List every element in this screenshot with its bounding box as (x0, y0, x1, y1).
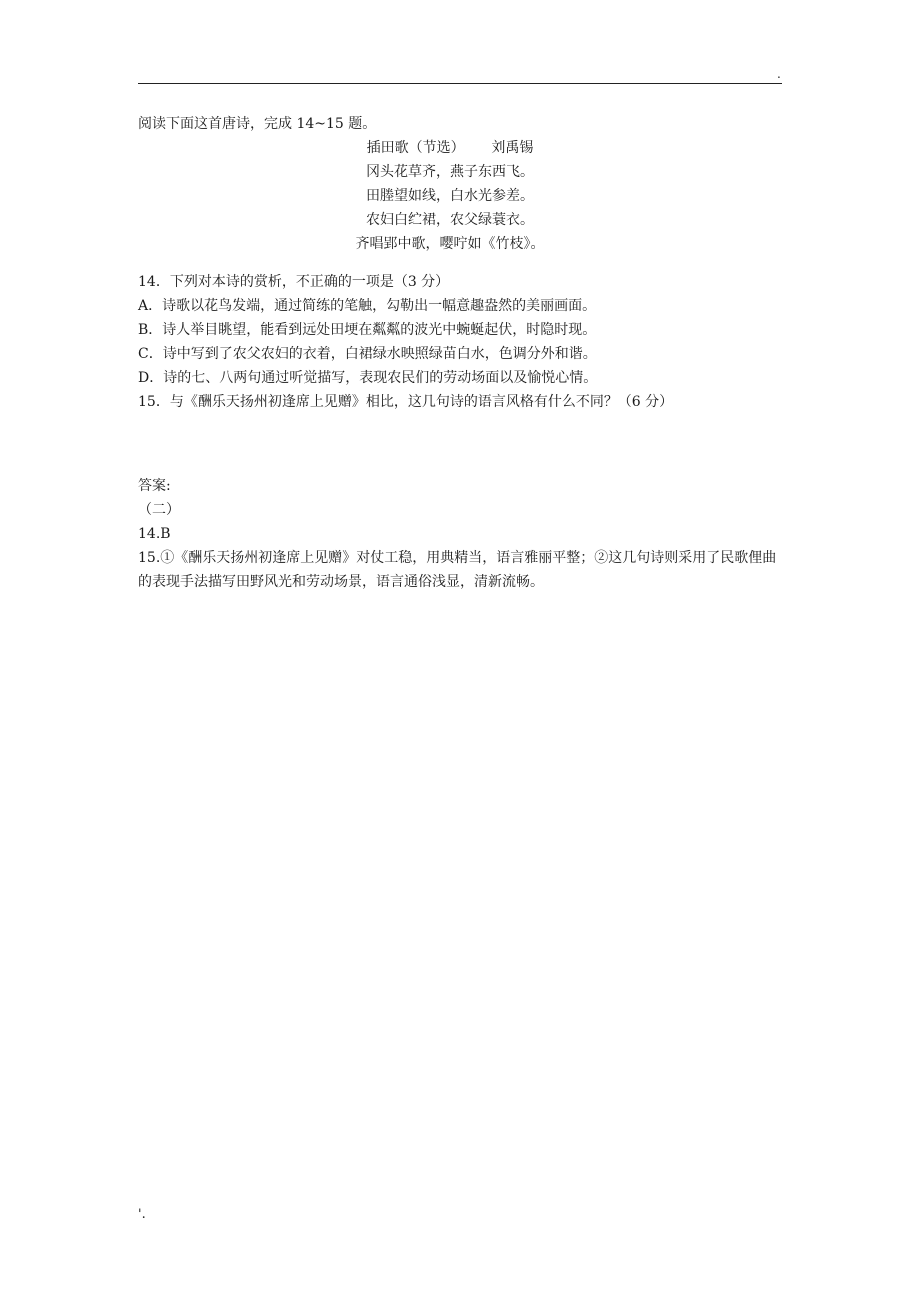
answer-15: 15.①《酬乐天扬州初逢席上见赠》对仗工稳，用典精当，语言雅丽平整；②这几句诗则采用了民歌俚曲的表现手法描写田野风光和劳动场景，语言通俗浅显，清新流畅。 (138, 550, 777, 590)
poem-line: 冈头花草齐，燕子东西飞。 (366, 164, 534, 180)
poem-line: 田塍望如线，白水光参差。 (366, 188, 534, 204)
poem-line: 齐唱郢中歌，嘤咛如《竹枝》。 (355, 236, 545, 252)
poem-line: 农妇白纻裙，农父绿蓑衣。 (366, 212, 534, 228)
reading-instruction: 阅读下面这首唐诗，完成 14~15 题。 (138, 116, 377, 132)
header-rule (138, 83, 782, 84)
question-14-option-d: D．诗的七、八两句通过听觉描写，表现农民们的劳动场面以及愉悦心情。 (138, 370, 598, 386)
poem (138, 136, 730, 256)
footer-mark: '. (138, 1207, 146, 1222)
document-body (138, 112, 798, 594)
poem-title-author: 插田歌（节选） 刘禹锡 (366, 140, 534, 156)
answer-14: 14.B (138, 526, 171, 542)
answers-label: 答案: (138, 478, 171, 494)
question-14-option-a: A．诗歌以花鸟发端，通过简练的笔触，勾勒出一幅意趣盎然的美丽画面。 (138, 298, 597, 314)
question-14-option-c: C．诗中写到了农父农妇的衣着，白裙绿水映照绿苗白水，色调分外和谐。 (138, 346, 597, 362)
question-14: 14．下列对本诗的赏析，不正确的一项是（3 分） (138, 274, 450, 290)
answers-section: （二） (138, 502, 180, 518)
question-14-option-b: B．诗人举目眺望，能看到远处田埂在粼粼的波光中蜿蜒起伏，时隐时现。 (138, 322, 597, 338)
header-mark: . (777, 67, 781, 81)
question-15: 15．与《酬乐天扬州初逢席上见赠》相比，这几句诗的语言风格有什么不同？（6 分） (138, 394, 674, 410)
